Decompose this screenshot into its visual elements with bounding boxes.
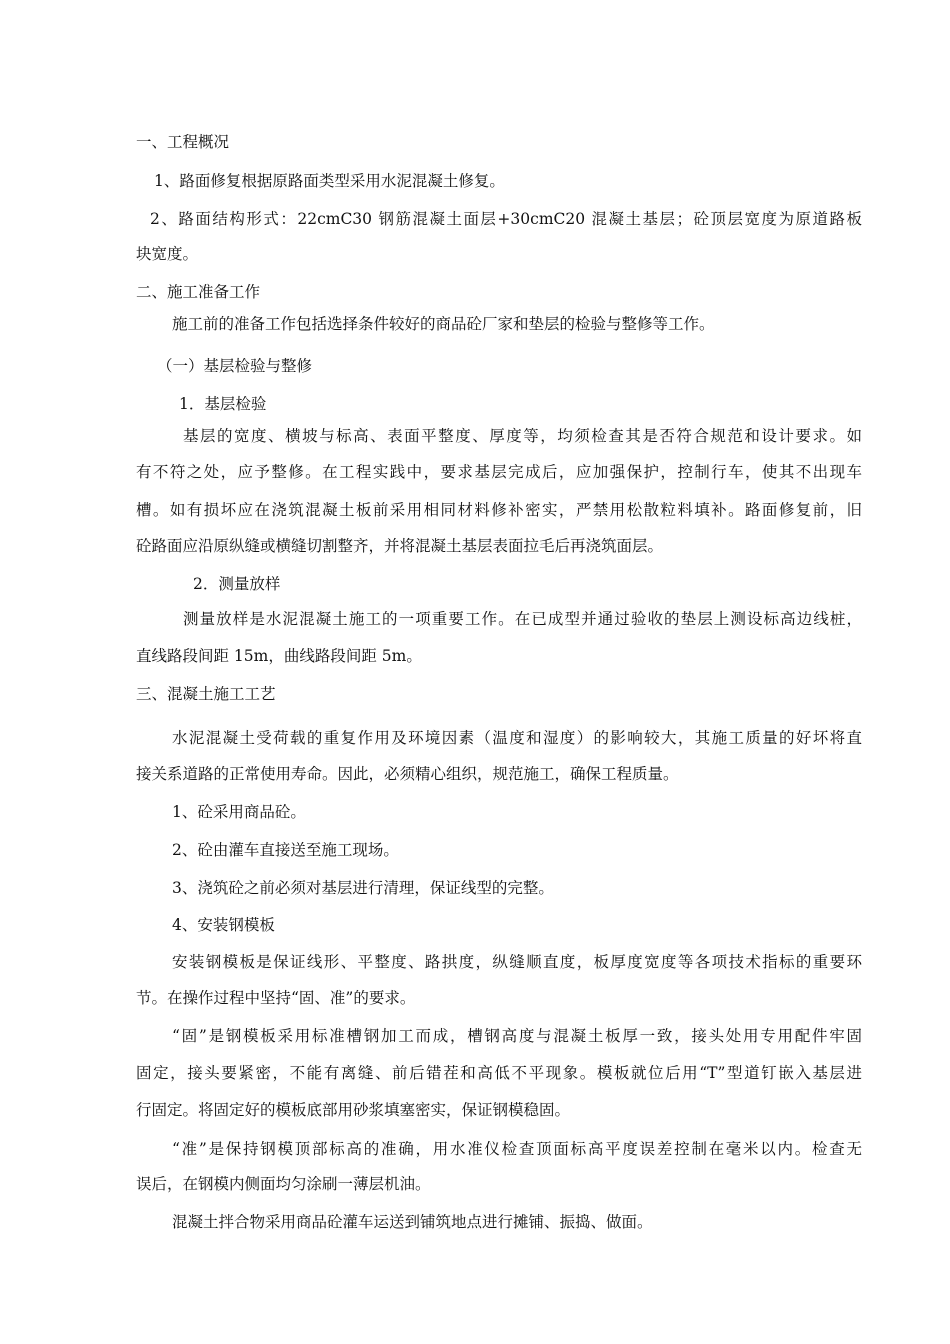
section-3-para-1-line-2: 接关系道路的正常使用寿命。因此，必须精心组织，规范施工，确保工程质量。 [136,765,679,783]
section-3-para-1-line-1: 水泥混凝土受荷载的重复作用及环境因素（温度和湿度）的影响较大，其施工质量的好坏将直 [172,729,862,747]
section-2-subheading-1: （一）基层检验与整修 [157,357,313,375]
section-3-para-3-line-1: “固”是钢模板采用标准槽钢加工而成，槽钢高度与混凝土板厚一致，接头处用专用配件牢固 [172,1027,862,1045]
section-2-intro: 施工前的准备工作包括选择条件较好的商品砼厂家和垫层的检验与整修等工作。 [172,315,715,333]
section-2-sub-item-2: 2．测量放样 [193,575,281,593]
section-3-para-2-line-2: 节。在操作过程中坚持“固、准”的要求。 [136,989,416,1007]
section-2-para-1-line-4: 砼路面应沿原纵缝或横缝切割整齐，并将混凝土基层表面拉毛后再浇筑面层。 [136,537,664,555]
section-3-para-5: 混凝土拌合物采用商品砼灌车运送到铺筑地点进行摊铺、振捣、做面。 [172,1213,653,1231]
section-3-item-1: 1、砼采用商品砼。 [172,803,306,821]
section-3-para-3-line-2: 固定，接头要紧密，不能有离缝、前后错茬和高低不平现象。模板就位后用“T”型道钉嵌入基层进 [136,1064,862,1082]
section-1-item-2-line-2: 块宽度。 [136,245,199,263]
section-3-para-2-line-1: 安装钢模板是保证线形、平整度、路拱度，纵缝顺直度，板厚度宽度等各项技术指标的重要环 [172,953,862,971]
section-1-item-2-line-1: 2、路面结构形式：22cmC30 钢筋混凝土面层+30cmC20 混凝土基层；砼顶层宽度为原道路板 [150,210,862,228]
section-3-para-3-line-3: 行固定。将固定好的模板底部用砂浆填塞密实，保证钢模稳固。 [136,1101,571,1119]
section-2-para-2-line-2: 直线路段间距 15m，曲线路段间距 5m。 [136,647,422,665]
section-1-heading: 一、工程概况 [136,133,230,151]
section-2-para-1-line-1: 基层的宽度、横坡与标高、表面平整度、厚度等，均须检查其是否符合规范和设计要求。如 [183,427,862,445]
section-3-item-3: 3、浇筑砼之前必须对基层进行清理，保证线型的完整。 [172,879,554,897]
section-2-heading: 二、施工准备工作 [136,283,261,301]
section-3-para-4-line-2: 误后，在钢模内侧面均匀涂刷一薄层机油。 [136,1175,431,1193]
section-2-para-1-line-3: 槽。如有损坏应在浇筑混凝土板前采用相同材料修补密实，严禁用松散粒料填补。路面修复前，旧 [136,501,862,519]
section-3-item-2: 2、砼由灌车直接送至施工现场。 [172,841,399,859]
section-2-sub-item-1: 1．基层检验 [179,395,267,413]
section-1-item-1: 1、路面修复根据原路面类型采用水泥混凝土修复。 [154,172,505,190]
section-3-item-4: 4、安装钢模板 [172,916,275,934]
section-3-heading: 三、混凝土施工工艺 [136,685,276,703]
section-2-para-1-line-2: 有不符之处，应予整修。在工程实践中，要求基层完成后，应加强保护，控制行车，使其不出现车 [136,463,862,481]
section-2-para-2-line-1: 测量放样是水泥混凝土施工的一项重要工作。在已成型并通过验收的垫层上测设标高边线桩， [183,610,862,628]
section-3-para-4-line-1: “准”是保持钢模顶部标高的准确，用水准仪检查顶面标高平度误差控制在毫米以内。检查无 [172,1140,862,1158]
